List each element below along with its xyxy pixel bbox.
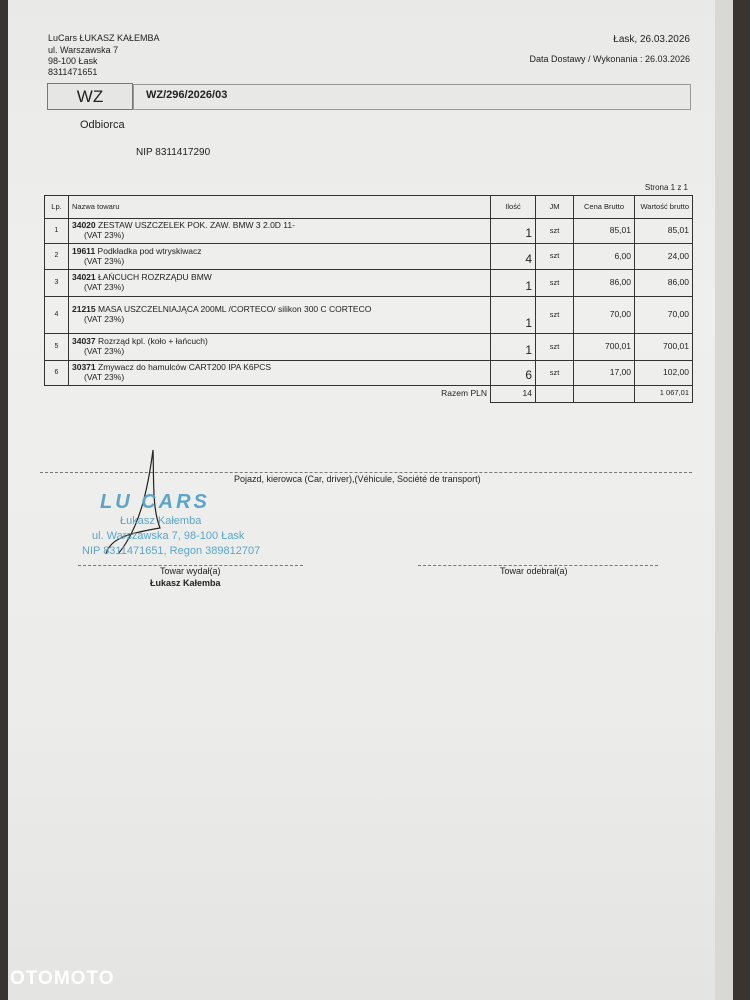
row-qty: 1 [491, 270, 536, 297]
row-lp: 6 [45, 361, 69, 386]
row-name [69, 361, 491, 386]
row-product: Zmywacz do hamulców CART200 IPA K6PCS [98, 362, 272, 373]
seller-street: ul. Warszawska 7 [48, 45, 119, 55]
table-row [45, 270, 693, 297]
row-code: 21215 [72, 304, 96, 315]
total-qty: 14 [491, 386, 536, 403]
row-code: 34037 [72, 336, 96, 347]
row-vat: (VAT 23%) [84, 314, 125, 324]
col-price: Cena Brutto [574, 196, 635, 219]
recipient-label: Odbiorca [80, 119, 125, 131]
row-unit: szt [536, 334, 574, 361]
transport-label: Pojazd, kierowca (Car, driver),(Véhicule, Société de transport) [234, 474, 481, 484]
row-product: MASA USZCZELNIAJĄCA 200ML /CORTECO/ silikon 300 C CORTECO [98, 304, 372, 315]
doc-number: WZ/296/2026/03 [146, 89, 228, 101]
row-price: 85,01 [574, 219, 635, 244]
page-info: Strona 1 z 1 [644, 183, 688, 192]
row-product: Podkładka pod wtryskiwacz [97, 245, 202, 256]
row-code: 19611 [72, 245, 96, 256]
table-row [45, 334, 693, 361]
delivery-date: Data Dostawy / Wykonania : 26.03.2026 [529, 54, 690, 64]
row-value: 102,00 [635, 361, 693, 386]
row-name [69, 219, 491, 244]
row-qty: 1 [491, 297, 536, 334]
table-row [45, 297, 693, 334]
row-product: ZESTAW USZCZELEK POK. ZAW. BMW 3 2.0D 11- [98, 220, 295, 231]
row-value: 70,00 [635, 297, 693, 334]
row-unit: szt [536, 361, 574, 386]
row-price: 700,01 [574, 334, 635, 361]
row-lp: 4 [45, 297, 69, 334]
row-code: 34021 [72, 272, 96, 283]
row-qty: 4 [491, 244, 536, 270]
col-qty: Ilość [491, 196, 536, 219]
company-stamp [80, 488, 310, 560]
total-label: Razem PLN [441, 388, 487, 399]
row-qty: 1 [491, 219, 536, 244]
row-vat: (VAT 23%) [84, 372, 125, 382]
row-vat: (VAT 23%) [84, 346, 125, 356]
recipient-nip: NIP 8311417290 [136, 147, 211, 158]
watermark-logo: OTOMOTO [10, 968, 115, 989]
row-product: Rozrząd kpl. (koło + łańcuch) [98, 336, 208, 347]
row-vat: (VAT 23%) [84, 282, 125, 292]
col-unit: JM [536, 196, 574, 219]
table-header [45, 196, 693, 219]
row-name [69, 334, 491, 361]
col-value: Wartość brutto [635, 196, 693, 219]
col-name: Nazwa towaru [69, 196, 491, 219]
stamp-brand: LU CARS [100, 491, 210, 513]
table-row [45, 244, 693, 270]
col-lp: Lp. [45, 196, 69, 219]
row-price: 6,00 [574, 244, 635, 270]
row-value: 24,00 [635, 244, 693, 270]
row-value: 85,01 [635, 219, 693, 244]
row-qty: 1 [491, 334, 536, 361]
paper-edge [715, 0, 733, 1000]
row-name [69, 297, 491, 334]
row-code: 30371 [72, 362, 96, 373]
row-lp: 5 [45, 334, 69, 361]
place-date: Łask, 26.03.2026 [613, 34, 690, 45]
row-vat: (VAT 23%) [84, 255, 125, 266]
row-value: 700,01 [635, 334, 693, 361]
table-row [45, 219, 693, 244]
table-row [45, 361, 693, 386]
row-qty: 6 [491, 361, 536, 386]
row-unit: szt [536, 297, 574, 334]
row-unit: szt [536, 270, 574, 297]
doc-type: WZ [47, 83, 133, 110]
row-name [69, 270, 491, 297]
row-price: 17,00 [574, 361, 635, 386]
seller-city: 98-100 Łask [48, 56, 98, 66]
row-price: 70,00 [574, 297, 635, 334]
row-product: ŁAŃCUCH ROZRZĄDU BMW [98, 272, 212, 283]
row-lp: 3 [45, 270, 69, 297]
seller-name: LuCars ŁUKASZ KAŁEMBA [48, 33, 160, 43]
issued-by: Łukasz Kałemba [150, 578, 221, 588]
stamp-line2: ul. Warszawska 7, 98-100 Łask [92, 530, 245, 542]
total-value: 1 067,01 [635, 386, 693, 403]
stamp-line1: Łukasz Kałemba [120, 515, 202, 527]
received-label: Towar odebrał(a) [500, 566, 568, 576]
stamp-line3: NIP 8311471651, Regon 389812707 [82, 545, 261, 557]
total-row [45, 386, 693, 403]
row-code: 34020 [72, 220, 96, 231]
row-unit: szt [536, 219, 574, 244]
row-unit: szt [536, 244, 574, 270]
seller-nip: 8311471651 [48, 67, 98, 77]
issued-label: Towar wydał(a) [160, 566, 221, 576]
row-name [69, 244, 491, 270]
items-table [44, 195, 693, 403]
row-lp: 1 [45, 219, 69, 244]
row-vat: (VAT 23%) [84, 230, 125, 240]
row-value: 86,00 [635, 270, 693, 297]
row-lp: 2 [45, 244, 69, 270]
row-price: 86,00 [574, 270, 635, 297]
